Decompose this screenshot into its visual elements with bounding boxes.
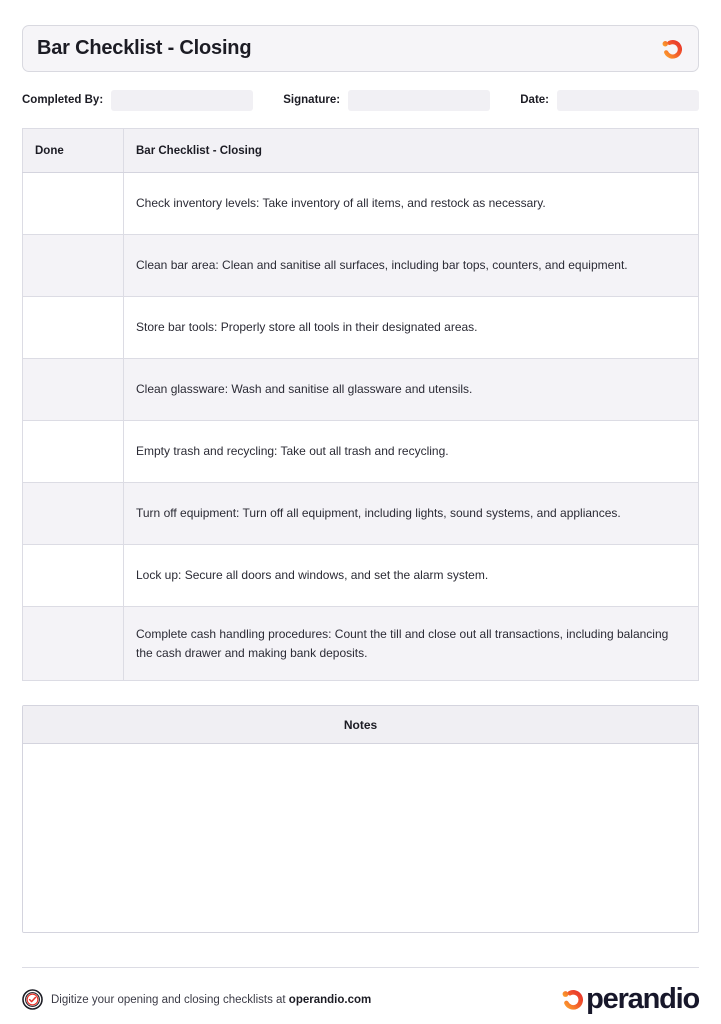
signature-label: Signature: (283, 94, 341, 106)
completed-by-input[interactable] (111, 90, 253, 111)
signature-input[interactable] (348, 90, 490, 111)
footer-promo (22, 989, 371, 1010)
checkbox-cell[interactable] (23, 545, 124, 607)
footer-divider (22, 967, 699, 968)
check-badge-icon (22, 989, 43, 1010)
footer-promo-link[interactable]: operandio.com (288, 993, 372, 1006)
page-title: Bar Checklist - Closing (37, 37, 252, 59)
date-input[interactable] (557, 90, 699, 111)
notes-title: Notes (23, 706, 698, 744)
checklist-table (22, 128, 699, 681)
document-title-bar (22, 25, 699, 72)
checkbox-cell[interactable] (23, 297, 124, 359)
checkbox-cell[interactable] (23, 483, 124, 545)
notes-input-area[interactable] (23, 744, 698, 932)
operandio-arc-logo-icon (560, 987, 585, 1012)
checkbox-cell[interactable] (23, 173, 124, 235)
task-cell: Check inventory levels: Take inventory of all items, and restock as necessary. (124, 173, 699, 235)
operandio-wordmark-text: perandio (586, 983, 699, 1015)
notes-block (22, 705, 699, 933)
checklist-table-head (23, 129, 699, 173)
column-header-task: Bar Checklist - Closing (124, 129, 699, 173)
task-cell: Store bar tools: Properly store all tools in their designated areas. (124, 297, 699, 359)
checkbox-cell[interactable] (23, 235, 124, 297)
completed-by-label: Completed By: (22, 94, 104, 106)
checkbox-cell[interactable] (23, 421, 124, 483)
task-cell: Clean glassware: Wash and sanitise all glassware and utensils. (124, 359, 699, 421)
footer-promo-text (51, 994, 371, 1006)
task-cell: Lock up: Secure all doors and windows, and set the alarm system. (124, 545, 699, 607)
checkbox-cell[interactable] (23, 359, 124, 421)
table-row (23, 359, 699, 421)
task-cell: Turn off equipment: Turn off all equipment, including lights, sound systems, and appliances. (124, 483, 699, 545)
table-row (23, 173, 699, 235)
table-row (23, 607, 699, 681)
table-row (23, 235, 699, 297)
column-header-done: Done (23, 129, 124, 173)
page-footer (22, 985, 699, 1014)
table-row (23, 545, 699, 607)
task-cell: Clean bar area: Clean and sanitise all surfaces, including bar tops, counters, and equipment. (124, 235, 699, 297)
task-cell: Complete cash handling procedures: Count the till and close out all transactions, including balancing the cash drawer and making bank deposits. (124, 607, 699, 681)
date-label: Date: (520, 94, 550, 106)
operandio-arc-logo-icon (660, 37, 684, 61)
checkbox-cell[interactable] (23, 607, 124, 681)
table-row (23, 421, 699, 483)
footer-promo-prefix: Digitize your opening and closing checklists at (51, 993, 289, 1006)
checklist-header-row (23, 129, 699, 173)
metadata-row (22, 89, 699, 111)
operandio-wordmark (560, 985, 699, 1014)
task-cell: Empty trash and recycling: Take out all trash and recycling. (124, 421, 699, 483)
checklist-table-body (23, 173, 699, 681)
table-row (23, 297, 699, 359)
table-row (23, 483, 699, 545)
